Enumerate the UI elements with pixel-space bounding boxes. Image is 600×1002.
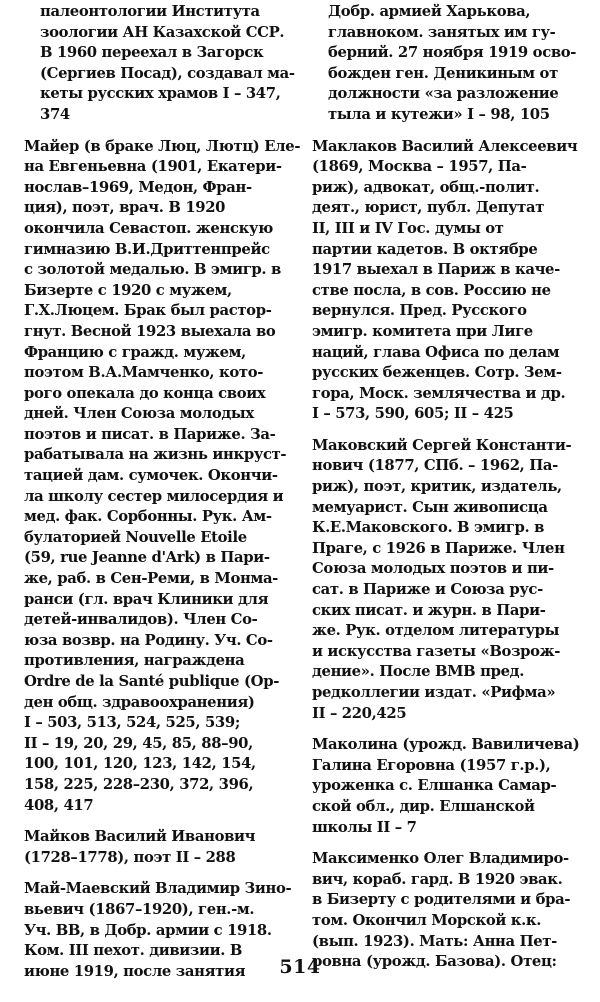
- entry-line: русских беженцев. Сотр. Зем-: [312, 364, 562, 382]
- entry-line: Союза молодых поэтов и пи-: [312, 560, 554, 578]
- entry-line: (1728–1778), поэт II – 288: [24, 848, 236, 866]
- entry: [312, 436, 588, 724]
- entry-line: берний. 27 ноября 1919 осво-: [328, 44, 577, 62]
- entry-line: окончила Севастоп. женскую: [24, 219, 273, 237]
- entry-line: кеты русских храмов I – 347,: [40, 85, 281, 103]
- entry-line: ция), поэт, врач. В 1920: [24, 199, 226, 217]
- entry-line: же, раб. в Сен-Реми, в Монма-: [24, 570, 278, 588]
- entry-line: рого опекала до конца своих: [24, 384, 266, 402]
- entry-line: Г.Х.Люцем. Брак был растор-: [24, 302, 272, 320]
- entry-line: К.Е.Маковского. В эмигр. в: [312, 519, 545, 537]
- entry-line: 374: [40, 105, 70, 123]
- entry-line: 1917 выехал в Париж в каче-: [312, 261, 560, 279]
- entry-line: ранси (гл. врач Клиники для: [24, 590, 269, 608]
- entry-line: главноком. занятых им гу-: [328, 23, 556, 41]
- entry-line: поэтом В.А.Мамченко, кото-: [24, 364, 264, 382]
- entry-line: Маколина (урожд. Вавиличева): [312, 736, 580, 754]
- entry-line: ровна (урожд. Базова). Отец:: [312, 953, 557, 971]
- entry-line: вич, кораб. гард. В 1920 эвак.: [312, 870, 563, 888]
- entry-line: Францию с гражд. мужем,: [24, 343, 246, 361]
- entry-line: божден ген. Деникиным от: [328, 64, 558, 82]
- entry: [312, 137, 588, 425]
- entry-line: Бизерте с 1920 с мужем,: [24, 281, 232, 299]
- entry-line: (Сергиев Посад), создавал ма-: [40, 64, 295, 82]
- entry-line: Галина Егоровна (1957 г.р.),: [312, 756, 551, 774]
- entry-line: на Евгеньевна (1901, Екатери-: [24, 158, 282, 176]
- entry-line: риж), адвокат, общ.-полит.: [312, 178, 540, 196]
- entry-line: Максименко Олег Владимиро-: [312, 850, 569, 868]
- entry-line: противления, награждена: [24, 652, 245, 670]
- entry-line: и искусства газеты «Возрож-: [312, 642, 561, 660]
- entry-line: июне 1919, после занятия: [24, 962, 246, 980]
- entry-line: уроженка с. Елшанка Самар-: [312, 777, 557, 795]
- entry-line: рабатывала на жизнь инкруст-: [24, 446, 287, 464]
- entry-line: должности «за разложение: [328, 85, 559, 103]
- entry-line: II – 220,425: [312, 704, 407, 722]
- entry-line: (59, rue Jeanne d'Ark) в Пари-: [24, 549, 270, 567]
- entry-line: вьевич (1867–1920), ген.-м.: [24, 900, 255, 918]
- entry-line: партии кадетов. В октябре: [312, 240, 538, 258]
- entry-line: в Бизерту с родителями и бра-: [312, 891, 571, 909]
- entry-line: II – 19, 20, 29, 45, 85, 88–90,: [24, 734, 253, 752]
- entry-line: Майер (в браке Люц, Лютц) Еле-: [24, 137, 301, 155]
- entry-line: Ordre de la Santé publique (Ор-: [24, 673, 279, 690]
- entry-line: школы II – 7: [312, 818, 417, 836]
- entry: [24, 827, 292, 868]
- entry-line: Праге, с 1926 в Париже. Член: [312, 539, 565, 557]
- entry-line: Маковский Сергей Константи-: [312, 436, 572, 454]
- entry-line: юза возвр. на Родину. Уч. Со-: [24, 631, 273, 649]
- entry-line: гнут. Весной 1923 выехала во: [24, 322, 276, 340]
- entry-line: I – 503, 513, 524, 525, 539;: [24, 714, 240, 732]
- entry-line: Добр. армией Харькова,: [328, 3, 531, 20]
- entry-line: ских писат. и журн. в Пари-: [312, 601, 546, 619]
- entry-line: дней. Член Союза молодых: [24, 405, 254, 423]
- page-number: 514: [279, 956, 321, 978]
- entry-line: 100, 101, 120, 123, 142, 154,: [24, 755, 256, 773]
- entry-line: тацией дам. сумочек. Окончи-: [24, 467, 278, 485]
- entry-line: II, III и IV Гос. думы от: [312, 219, 504, 237]
- entry-line: ской обл., дир. Елшанской: [312, 797, 535, 815]
- entry-line: наций, глава Офиса по делам: [312, 343, 560, 361]
- entry-line: ден общ. здравоохранения): [24, 693, 255, 711]
- entry-line: стве посла, в сов. Россию не: [312, 281, 551, 299]
- entry-line: палеонтологии Института: [40, 3, 260, 20]
- entry-line: тыла и кутежи» I – 98, 105: [328, 105, 550, 123]
- entry-line: с золотой медалью. В эмигр. в: [24, 261, 281, 279]
- entry-line: ла школу сестер милосердия и: [24, 487, 284, 505]
- entry-line: Уч. ВВ, в Добр. армии с 1918.: [24, 921, 272, 939]
- entry-line: I – 573, 590, 605; II – 425: [312, 405, 514, 423]
- entry-line: дение». После ВМВ пред.: [312, 663, 524, 681]
- entry-line: деят., юрист, публ. Депутат: [312, 199, 545, 217]
- entry-line: гимназию В.И.Дриттенпрейс: [24, 240, 270, 258]
- entry-line: В 1960 переехал в Загорск: [40, 44, 264, 62]
- entry-line: Ком. III пехот. дивизии. В: [24, 942, 243, 960]
- entry-line: Маклаков Василий Алексеевич: [312, 137, 578, 155]
- entry-line: сат. в Париже и Союза рус-: [312, 581, 543, 599]
- right-column: [312, 2, 588, 984]
- entry-line: булаторией Nouvelle Etoile: [24, 528, 247, 546]
- entry-line: гора, Моск. землячества и др.: [312, 384, 566, 402]
- entry-line: 158, 225, 228–230, 372, 396,: [24, 775, 254, 793]
- entry-line: зоологии АН Казахской ССР.: [40, 23, 285, 41]
- entry: [312, 849, 588, 973]
- entry-line: мемуарист. Сын живописца: [312, 498, 548, 516]
- entry-line: риж), поэт, критик, издатель,: [312, 478, 562, 496]
- entry-line: редколлегии издат. «Рифма»: [312, 684, 556, 701]
- entry-line: 408, 417: [24, 796, 94, 814]
- entry-continuation: [312, 2, 588, 126]
- entry-line: том. Окончил Морской к.к.: [312, 911, 542, 929]
- entry-continuation: [24, 2, 295, 126]
- entry-line: нович (1877, СПб. – 1962, Па-: [312, 457, 558, 475]
- entry-line: же. Рук. отделом литературы: [312, 622, 560, 640]
- entry-line: (вып. 1923). Мать: Анна Пет-: [312, 932, 557, 950]
- entry-line: поэтов и писат. в Париже. За-: [24, 425, 276, 443]
- entry-line: Май-Маевский Владимир Зино-: [24, 880, 292, 898]
- entry-line: (1869, Москва – 1957, Па-: [312, 158, 527, 176]
- entry-line: мед. фак. Сорбонны. Рук. Ам-: [24, 508, 272, 526]
- entry-line: Майков Василий Иванович: [24, 828, 256, 846]
- entry-line: эмигр. комитета при Лиге: [312, 322, 533, 340]
- entry-line: детей-инвалидов). Член Со-: [24, 611, 258, 629]
- entry: [312, 735, 588, 838]
- entry-line: вернулся. Пред. Русского: [312, 302, 527, 320]
- entry: [24, 137, 301, 817]
- entry-line: нослав–1969, Медон, Фран-: [24, 178, 252, 196]
